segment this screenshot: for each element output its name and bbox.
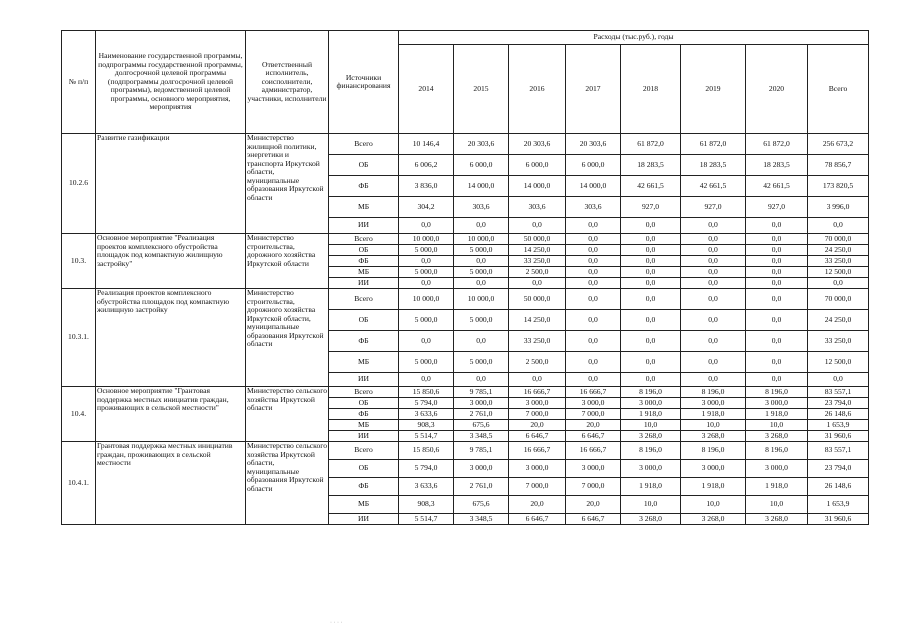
value-cell: 0,0 [681,245,746,256]
funding-source: Всего [329,234,399,245]
value-cell: 42 661,5 [621,176,681,197]
value-cell: 14 250,0 [509,310,566,331]
value-cell: 10,0 [746,420,808,431]
funding-source: Всего [329,442,399,460]
value-cell: 20 303,6 [566,134,621,155]
total-cell: 26 148,6 [808,409,869,420]
value-cell: 0,0 [746,373,808,387]
value-cell: 0,0 [399,218,454,234]
value-cell: 0,0 [566,278,621,289]
value-cell: 0,0 [566,218,621,234]
value-cell: 0,0 [621,278,681,289]
value-cell: 0,0 [681,267,746,278]
value-cell: 15 850,6 [399,387,454,398]
funding-source: ФБ [329,478,399,496]
funding-source: ИИ [329,514,399,525]
value-cell: 20,0 [566,496,621,514]
total-cell: 1 653,9 [808,420,869,431]
total-cell: 23 794,0 [808,460,869,478]
table-row [62,442,869,460]
funding-source: ИИ [329,278,399,289]
row-responsible: Министерство строительства, дорожного хозяйства Иркутской области, муниципальные образования Иркутской области [246,289,329,387]
funding-source: ИИ [329,218,399,234]
header-sources: Источники финансирования [329,31,399,134]
value-cell: 5 000,0 [399,352,454,373]
value-cell: 0,0 [681,234,746,245]
value-cell: 5 514,7 [399,514,454,525]
funding-source: ОБ [329,245,399,256]
value-cell: 0,0 [746,218,808,234]
value-cell: 3 836,0 [399,176,454,197]
row-code: 10.4.1. [62,442,96,525]
total-cell: 23 794,0 [808,398,869,409]
row-name: Основное мероприятие "Грантовая поддержка местных инициатив граждан, проживающих в сельской местности" [96,387,246,442]
value-cell: 0,0 [399,373,454,387]
value-cell: 5 000,0 [399,267,454,278]
value-cell: 10,0 [681,496,746,514]
value-cell: 0,0 [621,245,681,256]
value-cell: 0,0 [746,278,808,289]
value-cell: 10 000,0 [399,234,454,245]
value-cell: 0,0 [621,310,681,331]
value-cell: 0,0 [746,256,808,267]
value-cell: 927,0 [621,197,681,218]
value-cell: 0,0 [509,278,566,289]
value-cell: 10 000,0 [399,289,454,310]
value-cell: 3 000,0 [566,460,621,478]
value-cell: 2 500,0 [509,267,566,278]
value-cell: 8 196,0 [681,387,746,398]
value-cell: 3 633,6 [399,409,454,420]
value-cell: 8 196,0 [746,442,808,460]
value-cell: 10,0 [621,420,681,431]
value-cell: 0,0 [454,373,509,387]
value-cell: 0,0 [746,234,808,245]
value-cell: 20 303,6 [509,134,566,155]
value-cell: 20,0 [566,420,621,431]
total-cell: 70 000,0 [808,289,869,310]
funding-source: МБ [329,496,399,514]
funding-source: Всего [329,289,399,310]
value-cell: 0,0 [746,289,808,310]
value-cell: 304,2 [399,197,454,218]
value-cell: 3 348,5 [454,514,509,525]
value-cell: 0,0 [566,373,621,387]
header-year: 2015 [454,45,509,134]
table-row [62,387,869,398]
row-name: Грантовая поддержка местных инициатив граждан, проживающих в сельской местности [96,442,246,525]
value-cell: 5 000,0 [399,310,454,331]
value-cell: 0,0 [566,267,621,278]
header-year: 2017 [566,45,621,134]
value-cell: 16 666,7 [566,387,621,398]
value-cell: 0,0 [746,310,808,331]
value-cell: 7 000,0 [566,478,621,496]
row-responsible: Министерство сельского хозяйства Иркутской области [246,387,329,442]
value-cell: 50 000,0 [509,289,566,310]
header-num: № п/п [62,31,96,134]
row-responsible: Министерство строительства, дорожного хозяйства Иркутской области [246,234,329,289]
value-cell: 3 000,0 [566,398,621,409]
value-cell: 8 196,0 [681,442,746,460]
value-cell: 10 146,4 [399,134,454,155]
total-cell: 256 673,2 [808,134,869,155]
value-cell: 9 785,1 [454,442,509,460]
header-responsible: Ответственный исполнитель, соисполнители, администратор, участники, исполнители [246,31,329,134]
funding-source: МБ [329,420,399,431]
value-cell: 0,0 [681,373,746,387]
value-cell: 3 268,0 [746,514,808,525]
value-cell: 18 283,5 [681,155,746,176]
funding-source: МБ [329,352,399,373]
value-cell: 10,0 [681,420,746,431]
value-cell: 33 250,0 [509,256,566,267]
value-cell: 1 918,0 [621,478,681,496]
header-year: 2014 [399,45,454,134]
value-cell: 0,0 [681,218,746,234]
total-cell: 31 960,6 [808,514,869,525]
value-cell: 0,0 [509,373,566,387]
value-cell: 0,0 [566,289,621,310]
value-cell: 0,0 [509,218,566,234]
total-cell: 12 500,0 [808,352,869,373]
header-expenses: Расходы (тыс.руб.), годы [399,31,869,45]
total-cell: 1 653,9 [808,496,869,514]
table-row [62,134,869,155]
total-cell: 83 557,1 [808,387,869,398]
value-cell: 10 000,0 [454,289,509,310]
value-cell: 1 918,0 [681,409,746,420]
value-cell: 0,0 [621,373,681,387]
value-cell: 0,0 [746,245,808,256]
row-responsible: Министерство жилищной политики, энергетики и транспорта Иркутской области, муниципальные образования Иркутской области [246,134,329,234]
value-cell: 3 000,0 [621,460,681,478]
row-name: Основное мероприятие "Реализация проектов комплексного обустройства площадок под компактную жилищную застройку" [96,234,246,289]
value-cell: 927,0 [681,197,746,218]
table-row [62,234,869,245]
value-cell: 3 000,0 [746,398,808,409]
row-name: Развитие газификации [96,134,246,234]
value-cell: 61 872,0 [681,134,746,155]
value-cell: 0,0 [399,256,454,267]
value-cell: 303,6 [566,197,621,218]
value-cell: 5 000,0 [454,245,509,256]
funding-source: ОБ [329,460,399,478]
table-row [62,289,869,310]
total-cell: 0,0 [808,278,869,289]
header-name: Наименование государственной программы, подпрограммы государственной программы, долгосрочной целевой программы (подпрограммы долгосрочной целевой программы), ведомственной целевой программы, основного мероприятия, мероприятия [96,31,246,134]
value-cell: 8 196,0 [621,387,681,398]
value-cell: 3 268,0 [621,431,681,442]
total-cell: 31 960,6 [808,431,869,442]
funding-source: Всего [329,134,399,155]
total-cell: 78 856,7 [808,155,869,176]
funding-source: ФБ [329,176,399,197]
value-cell: 61 872,0 [621,134,681,155]
value-cell: 0,0 [566,245,621,256]
value-cell: 3 268,0 [746,431,808,442]
value-cell: 303,6 [509,197,566,218]
value-cell: 0,0 [681,352,746,373]
header-total: Всего [808,45,869,134]
row-code: 10.2.6 [62,134,96,234]
funding-source: ОБ [329,155,399,176]
value-cell: 3 348,5 [454,431,509,442]
value-cell: 16 666,7 [509,442,566,460]
value-cell: 8 196,0 [746,387,808,398]
total-cell: 33 250,0 [808,256,869,267]
value-cell: 2 500,0 [509,352,566,373]
value-cell: 10,0 [746,496,808,514]
total-cell: 24 250,0 [808,245,869,256]
value-cell: 303,6 [454,197,509,218]
value-cell: 0,0 [621,218,681,234]
row-code: 10.3.1. [62,289,96,387]
header-year: 2019 [681,45,746,134]
value-cell: 16 666,7 [566,442,621,460]
value-cell: 0,0 [746,267,808,278]
value-cell: 5 000,0 [454,352,509,373]
value-cell: 18 283,5 [746,155,808,176]
total-cell: 12 500,0 [808,267,869,278]
value-cell: 5 794,0 [399,460,454,478]
value-cell: 3 000,0 [454,460,509,478]
value-cell: 3 000,0 [454,398,509,409]
value-cell: 2 761,0 [454,409,509,420]
value-cell: 0,0 [681,256,746,267]
value-cell: 1 918,0 [681,478,746,496]
header-year: 2018 [621,45,681,134]
value-cell: 0,0 [621,289,681,310]
value-cell: 3 268,0 [681,431,746,442]
value-cell: 3 000,0 [681,460,746,478]
total-cell: 24 250,0 [808,310,869,331]
value-cell: 2 761,0 [454,478,509,496]
value-cell: 6 646,7 [509,431,566,442]
budget-table [61,30,869,525]
value-cell: 908,3 [399,420,454,431]
value-cell: 0,0 [621,234,681,245]
value-cell: 0,0 [454,218,509,234]
value-cell: 3 633,6 [399,478,454,496]
total-cell: 0,0 [808,373,869,387]
value-cell: 0,0 [566,256,621,267]
value-cell: 50 000,0 [509,234,566,245]
value-cell: 61 872,0 [746,134,808,155]
value-cell: 0,0 [621,256,681,267]
value-cell: 0,0 [399,331,454,352]
value-cell: 3 000,0 [621,398,681,409]
total-cell: 26 148,6 [808,478,869,496]
value-cell: 6 646,7 [566,431,621,442]
value-cell: 0,0 [566,331,621,352]
value-cell: 3 268,0 [621,514,681,525]
value-cell: 14 000,0 [509,176,566,197]
value-cell: 15 850,6 [399,442,454,460]
total-cell: 3 996,0 [808,197,869,218]
value-cell: 42 661,5 [746,176,808,197]
value-cell: 6 006,2 [399,155,454,176]
value-cell: 5 794,0 [399,398,454,409]
value-cell: 675,6 [454,420,509,431]
value-cell: 3 000,0 [681,398,746,409]
value-cell: 6 646,7 [509,514,566,525]
header-year: 2016 [509,45,566,134]
value-cell: 0,0 [746,352,808,373]
row-code: 10.3. [62,234,96,289]
value-cell: 20,0 [509,496,566,514]
value-cell: 20 303,6 [454,134,509,155]
value-cell: 5 000,0 [454,267,509,278]
funding-source: МБ [329,197,399,218]
total-cell: 173 820,5 [808,176,869,197]
value-cell: 0,0 [566,234,621,245]
value-cell: 0,0 [681,278,746,289]
value-cell: 6 646,7 [566,514,621,525]
total-cell: 0,0 [808,218,869,234]
value-cell: 0,0 [681,310,746,331]
value-cell: 14 000,0 [454,176,509,197]
value-cell: 0,0 [621,267,681,278]
value-cell: 3 000,0 [746,460,808,478]
value-cell: 0,0 [746,331,808,352]
row-code: 10.4. [62,387,96,442]
value-cell: 3 000,0 [509,460,566,478]
value-cell: 7 000,0 [509,478,566,496]
value-cell: 0,0 [621,331,681,352]
row-responsible: Министерство сельского хозяйства Иркутской области, муниципальные образования Иркутской области [246,442,329,525]
value-cell: 3 268,0 [681,514,746,525]
value-cell: 3 000,0 [509,398,566,409]
value-cell: 6 000,0 [454,155,509,176]
funding-source: ИИ [329,373,399,387]
value-cell: 0,0 [454,278,509,289]
value-cell: 0,0 [454,256,509,267]
funding-source: ИИ [329,431,399,442]
value-cell: 6 000,0 [509,155,566,176]
value-cell: 10 000,0 [454,234,509,245]
value-cell: 42 661,5 [681,176,746,197]
funding-source: Всего [329,387,399,398]
funding-source: ФБ [329,256,399,267]
value-cell: 18 283,5 [621,155,681,176]
value-cell: 675,6 [454,496,509,514]
value-cell: 16 666,7 [509,387,566,398]
value-cell: 7 000,0 [509,409,566,420]
funding-source: ФБ [329,331,399,352]
header-row-top [62,31,869,45]
total-cell: 83 557,1 [808,442,869,460]
value-cell: 0,0 [681,331,746,352]
value-cell: 1 918,0 [746,409,808,420]
value-cell: 0,0 [399,278,454,289]
value-cell: 0,0 [566,352,621,373]
value-cell: 14 250,0 [509,245,566,256]
value-cell: 7 000,0 [566,409,621,420]
header-year: 2020 [746,45,808,134]
total-cell: 33 250,0 [808,331,869,352]
value-cell: 1 918,0 [746,478,808,496]
value-cell: 10,0 [621,496,681,514]
value-cell: 0,0 [454,331,509,352]
funding-source: МБ [329,267,399,278]
value-cell: 20,0 [509,420,566,431]
total-cell: 70 000,0 [808,234,869,245]
value-cell: 927,0 [746,197,808,218]
scan-noise: · · · · [330,620,343,626]
value-cell: 9 785,1 [454,387,509,398]
value-cell: 8 196,0 [621,442,681,460]
value-cell: 0,0 [681,289,746,310]
value-cell: 0,0 [566,310,621,331]
funding-source: ОБ [329,398,399,409]
value-cell: 5 000,0 [454,310,509,331]
funding-source: ФБ [329,409,399,420]
value-cell: 1 918,0 [621,409,681,420]
value-cell: 14 000,0 [566,176,621,197]
value-cell: 0,0 [621,352,681,373]
value-cell: 5 514,7 [399,431,454,442]
value-cell: 6 000,0 [566,155,621,176]
value-cell: 5 000,0 [399,245,454,256]
value-cell: 908,3 [399,496,454,514]
value-cell: 33 250,0 [509,331,566,352]
row-name: Реализация проектов комплексного обустройства площадок под компактную жилищную застройку [96,289,246,387]
funding-source: ОБ [329,310,399,331]
table-body [62,31,869,525]
